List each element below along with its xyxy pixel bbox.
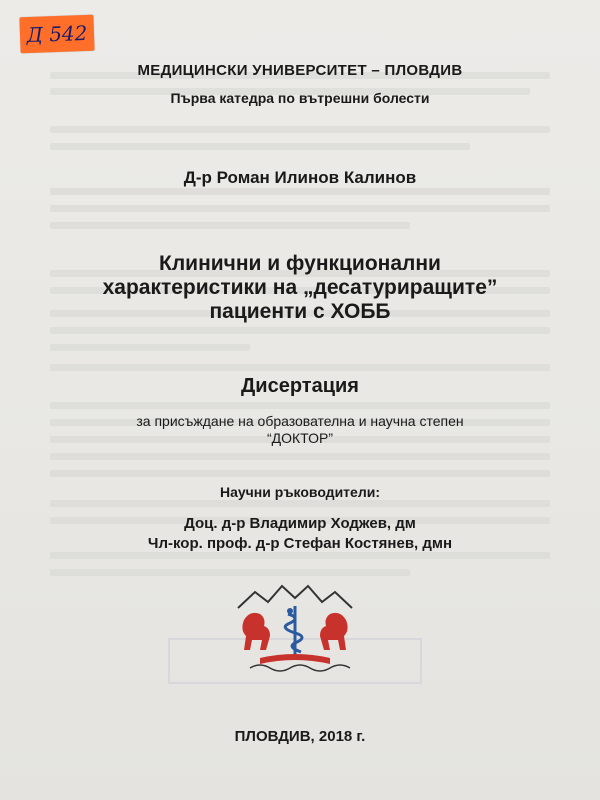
degree-name: “ДОКТОР” <box>266 430 333 446</box>
supervisors-label: Научни ръководители: <box>220 484 380 500</box>
degree-purpose-line-1: за присъждане на образователна и научна степен <box>136 413 464 429</box>
thesis-title-line-1: Клинични и функционални <box>159 252 441 275</box>
catalog-sticker <box>19 15 94 54</box>
university-logo <box>230 578 360 673</box>
thesis-title-line-2: характеристики на „десатуриращите” <box>102 276 498 299</box>
catalog-number: Д 542 <box>26 20 88 48</box>
thesis-title <box>0 252 600 324</box>
department-name: Първа катедра по вътрешни болести <box>170 90 430 106</box>
document-type: Дисертация <box>241 375 359 397</box>
university-name: МЕДИЦИНСКИ УНИВЕРСИТЕТ – ПЛОВДИВ <box>137 62 463 79</box>
thesis-title-line-3: пациенти с ХОББ <box>209 300 391 323</box>
city-and-year: ПЛОВДИВ, 2018 г. <box>234 728 366 745</box>
degree-purpose <box>0 413 600 447</box>
supervisor-first: Доц. д-р Владимир Ходжев, дм <box>184 515 416 532</box>
supervisor-second: Чл-кор. проф. д-р Стефан Костянев, дмн <box>147 535 453 552</box>
author-name: Д-р Роман Илинов Калинов <box>183 168 417 187</box>
